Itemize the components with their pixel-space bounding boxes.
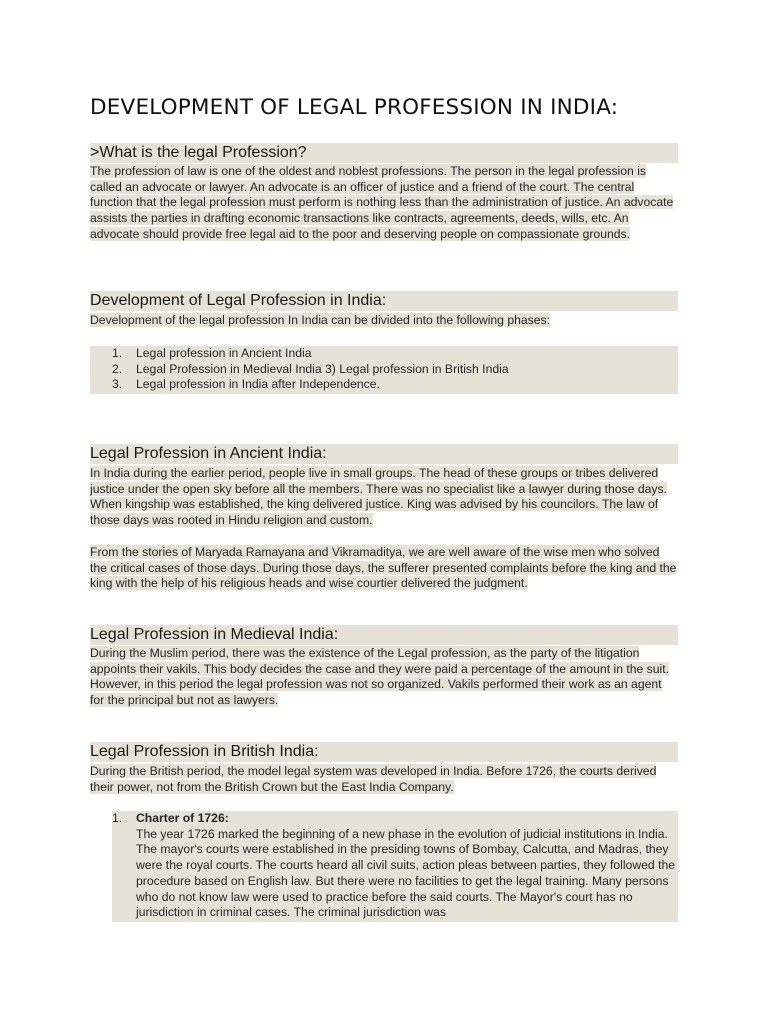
paragraph-development-text: Development of the legal profession In India can be divided into the following phases: xyxy=(90,313,551,327)
list-text: Legal profession in Ancient India xyxy=(136,346,312,360)
list-item xyxy=(90,377,678,393)
section-heading-british: Legal Profession in British India: xyxy=(90,742,678,762)
list-text: Legal Profession in Medieval India 3) Legal profession in British India xyxy=(136,361,509,376)
development-phases-list xyxy=(90,346,678,394)
section-heading-medieval: Legal Profession in Medieval India: xyxy=(90,625,678,645)
charter-text: The year 1726 marked the beginning of a new phase in the evolution of judicial institutions in India. The mayor's courts were established in the presiding towns of Bombay, Calcutta, and Madras, they were the royal courts. The courts heard all civil suits, action pleas between parties, they followed the procedure based on English law. But there were no facilities to get the legal training. Many persons who do not know law were used to practice before the said courts. The Mayor's court has no jurisdiction in criminal cases. The criminal jurisdiction was xyxy=(136,826,676,920)
list-number: 1. xyxy=(112,811,123,825)
paragraph-ancient-1 xyxy=(90,466,678,529)
paragraph-what xyxy=(90,164,678,243)
paragraph-development xyxy=(90,313,678,329)
list-item xyxy=(112,811,678,922)
paragraph-medieval-text: During the Muslim period, there was the existence of the Legal profession, as the party of the litigation appoints their vakils. This body decides the case and they were paid a percentage of the amount in the suit. However, in this period the legal profession was not so organized. Vakils performed their work as an agent for the principal but not as lawyers. xyxy=(90,646,670,708)
paragraph-ancient-2-text: From the stories of Maryada Ramayana and Vikramaditya, we are well aware of the wise men who solved the critical cases of those days. During those days, the sufferer presented complaints before the king and the king with the help of his religious heads and wise courtier delivered the judgment. xyxy=(90,545,677,591)
british-charters-list xyxy=(112,811,678,922)
charter-title: Charter of 1726: xyxy=(136,811,229,825)
paragraph-british xyxy=(90,764,678,795)
paragraph-british-text: During the British period, the model legal system was developed in India. Before 1726, the courts derived their power, not from the British Crown but the East India Company. xyxy=(90,764,657,794)
paragraph-medieval xyxy=(90,646,678,709)
list-number: 2. xyxy=(112,361,123,376)
section-heading-ancient: Legal Profession in Ancient India: xyxy=(90,444,678,464)
list-number: 3. xyxy=(112,377,123,392)
list-number: 1. xyxy=(112,346,123,360)
paragraph-what-text: The profession of law is one of the oldest and noblest professions. The person in the legal profession is called an advocate or lawyer. An advocate is an officer of justice and a friend of the court. The central function that the legal profession must perform is nothing less than the administration of justice. An advocate assists the parties in drafting economic transactions like contracts, agreements, deeds, wills, etc. An advocate should provide free legal aid to the poor and deserving people on compassionate grounds. xyxy=(90,164,674,241)
list-item xyxy=(90,346,678,362)
document-title: DEVELOPMENT OF LEGAL PROFESSION IN INDIA: xyxy=(90,95,619,120)
list-text: Legal profession in India after Independence. xyxy=(136,377,380,392)
section-heading-development: Development of Legal Profession in India: xyxy=(90,291,678,311)
list-item xyxy=(90,362,678,378)
section-heading-what: >What is the legal Profession? xyxy=(90,143,678,163)
paragraph-ancient-1-text: In India during the earlier period, people live in small groups. The head of these groups or tribes delivered justice under the open sky before all the members. There was no specialist like a lawyer during those days. When kingship was established, the king delivered justice. King was advised by his councilors. The law of those days was rooted in Hindu religion and custom. xyxy=(90,466,667,528)
paragraph-ancient-2 xyxy=(90,545,678,592)
